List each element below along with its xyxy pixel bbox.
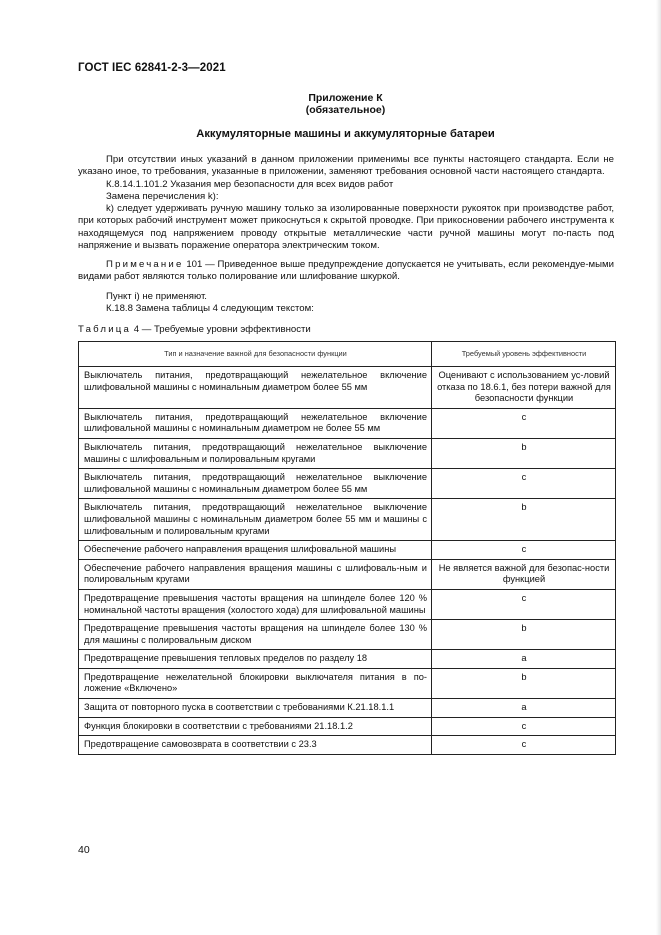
section-heading: Аккумуляторные машины и аккумуляторные батареи bbox=[196, 128, 495, 140]
function-cell: Защита от повторного пуска в соответствии с требованиями К.21.18.1.1 bbox=[79, 699, 432, 718]
standard-header: ГОСТ IEC 62841-2-3—2021 bbox=[78, 62, 226, 74]
table-row bbox=[79, 499, 616, 541]
function-cell: Выключатель питания, предотвращающий нежелательное включение шлифовальной машины с номинальным диаметром более 55 мм bbox=[79, 367, 432, 409]
note-label: Примечание bbox=[106, 259, 184, 270]
function-cell: Предотвращение превышения тепловых пределов по разделу 18 bbox=[79, 650, 432, 669]
function-cell: Обеспечение рабочего направления вращения шлифовальной машины bbox=[79, 541, 432, 560]
table-row bbox=[79, 650, 616, 669]
table-row bbox=[79, 559, 616, 589]
table-header-row bbox=[79, 342, 616, 367]
table-row bbox=[79, 438, 616, 468]
table-row bbox=[79, 541, 616, 560]
note-text: 101 — Приведенное выше предупреждение допускается не учитывать, если рекомендуе-мыми видами работ являются только полирование или шлифование шкуркой. bbox=[78, 259, 615, 283]
table-caption bbox=[78, 324, 311, 335]
function-cell: Предотвращение самовозврата в соответствии с 23.3 bbox=[79, 736, 432, 755]
paragraph-item-i: Пункт i) не применяют. bbox=[106, 291, 207, 302]
page-edge-shadow bbox=[656, 0, 661, 935]
column-header-level: Требуемый уровень эффективности bbox=[432, 342, 616, 367]
level-cell: a bbox=[432, 699, 616, 718]
level-cell: b bbox=[432, 620, 616, 650]
level-cell: b bbox=[432, 438, 616, 468]
column-header-function: Тип и назначение важной для безопасности функции bbox=[79, 342, 432, 367]
paragraph-clause: К.8.14.1.101.2 Указания мер безопасности для всех видов работ bbox=[106, 178, 394, 190]
paragraph-general: При отсутствии иных указаний в данном приложении применимы все пункты настоящего стандарта. Если не указано иное, то требования, указанные в приложении, заменяют требования основной части настоящего стандарта. bbox=[78, 154, 614, 178]
table-row bbox=[79, 469, 616, 499]
table-row bbox=[79, 736, 616, 755]
body-text-block-2 bbox=[78, 291, 614, 316]
performance-level-table bbox=[78, 341, 616, 755]
level-cell: b bbox=[432, 499, 616, 541]
paragraph-item-k: k) следует удерживать ручную машину только за изолированные поверхности рукояток при производстве работ, при которых рабочий инструмент может прикоснуться к скрытой проводке. При прикосновении рабочего инструмента к находящемуся под напряжением проводу открытые металлические части ручной машины могут по-пасть под напряжение и вызвать поражение оператора электрическим током. bbox=[78, 203, 614, 252]
paragraph-replacement: Замена перечисления k): bbox=[106, 190, 219, 202]
level-cell: c bbox=[432, 717, 616, 736]
table-row bbox=[79, 408, 616, 438]
level-cell: c bbox=[432, 541, 616, 560]
annex-status: (обязательное) bbox=[305, 104, 386, 116]
level-cell: c bbox=[432, 469, 616, 499]
note-block bbox=[78, 259, 614, 284]
table-row bbox=[79, 367, 616, 409]
annex-title-block bbox=[0, 92, 661, 116]
table-row bbox=[79, 668, 616, 698]
level-cell: b bbox=[432, 668, 616, 698]
function-cell: Выключатель питания, предотвращающий нежелательное выключение шлифовальной машины с номинальным диаметром более 55 мм и машины с шлифовальным и полировальным кругами bbox=[79, 499, 432, 541]
table-body bbox=[79, 367, 616, 755]
function-cell: Предотвращение нежелательной блокировки выключателя питания в по-ложение «Включено» bbox=[79, 668, 432, 698]
paragraph-table-replacement: К.18.8 Замена таблицы 4 следующим текстом: bbox=[106, 303, 314, 315]
note-paragraph bbox=[78, 259, 614, 284]
body-text-block-1 bbox=[78, 154, 614, 252]
page-number: 40 bbox=[78, 844, 90, 856]
function-cell: Функция блокировки в соответствии с требованиями 21.18.1.2 bbox=[79, 717, 432, 736]
table-row bbox=[79, 589, 616, 619]
level-cell: Оценивают с использованием ус-ловий отказа по 18.6.1, без потери важной для безопасности функции bbox=[432, 367, 616, 409]
function-cell: Выключатель питания, предотвращающий нежелательное включение шлифовальной машины с номинальным диаметром не более 55 мм bbox=[79, 408, 432, 438]
function-cell: Предотвращение превышения частоты вращения на шпинделе более 120 % номинальной частоты вращения (холостого хода) для шлифовальной машины bbox=[79, 589, 432, 619]
level-cell: c bbox=[432, 589, 616, 619]
function-cell: Предотвращение превышения частоты вращения на шпинделе более 130 % для машины с полировальным диском bbox=[79, 620, 432, 650]
function-cell: Выключатель питания, предотвращающий нежелательное выключение шлифовальной машины с номинальным диаметром более 55 мм bbox=[79, 469, 432, 499]
table-caption-text: 4 — Требуемые уровни эффективности bbox=[133, 324, 311, 335]
function-cell: Обеспечение рабочего направления вращения машины с шлифоваль-ным и полировальным кругами bbox=[79, 559, 432, 589]
table-caption-label: Таблица bbox=[78, 324, 132, 335]
level-cell: c bbox=[432, 736, 616, 755]
level-cell: a bbox=[432, 650, 616, 669]
table-row bbox=[79, 620, 616, 650]
annex-title: Приложение К bbox=[308, 92, 383, 104]
level-cell: Не является важной для безопас-ности функцией bbox=[432, 559, 616, 589]
function-cell: Выключатель питания, предотвращающий нежелательное выключение машины с шлифовальным и полировальным кругами bbox=[79, 438, 432, 468]
level-cell: c bbox=[432, 408, 616, 438]
table-row bbox=[79, 699, 616, 718]
table-row bbox=[79, 717, 616, 736]
